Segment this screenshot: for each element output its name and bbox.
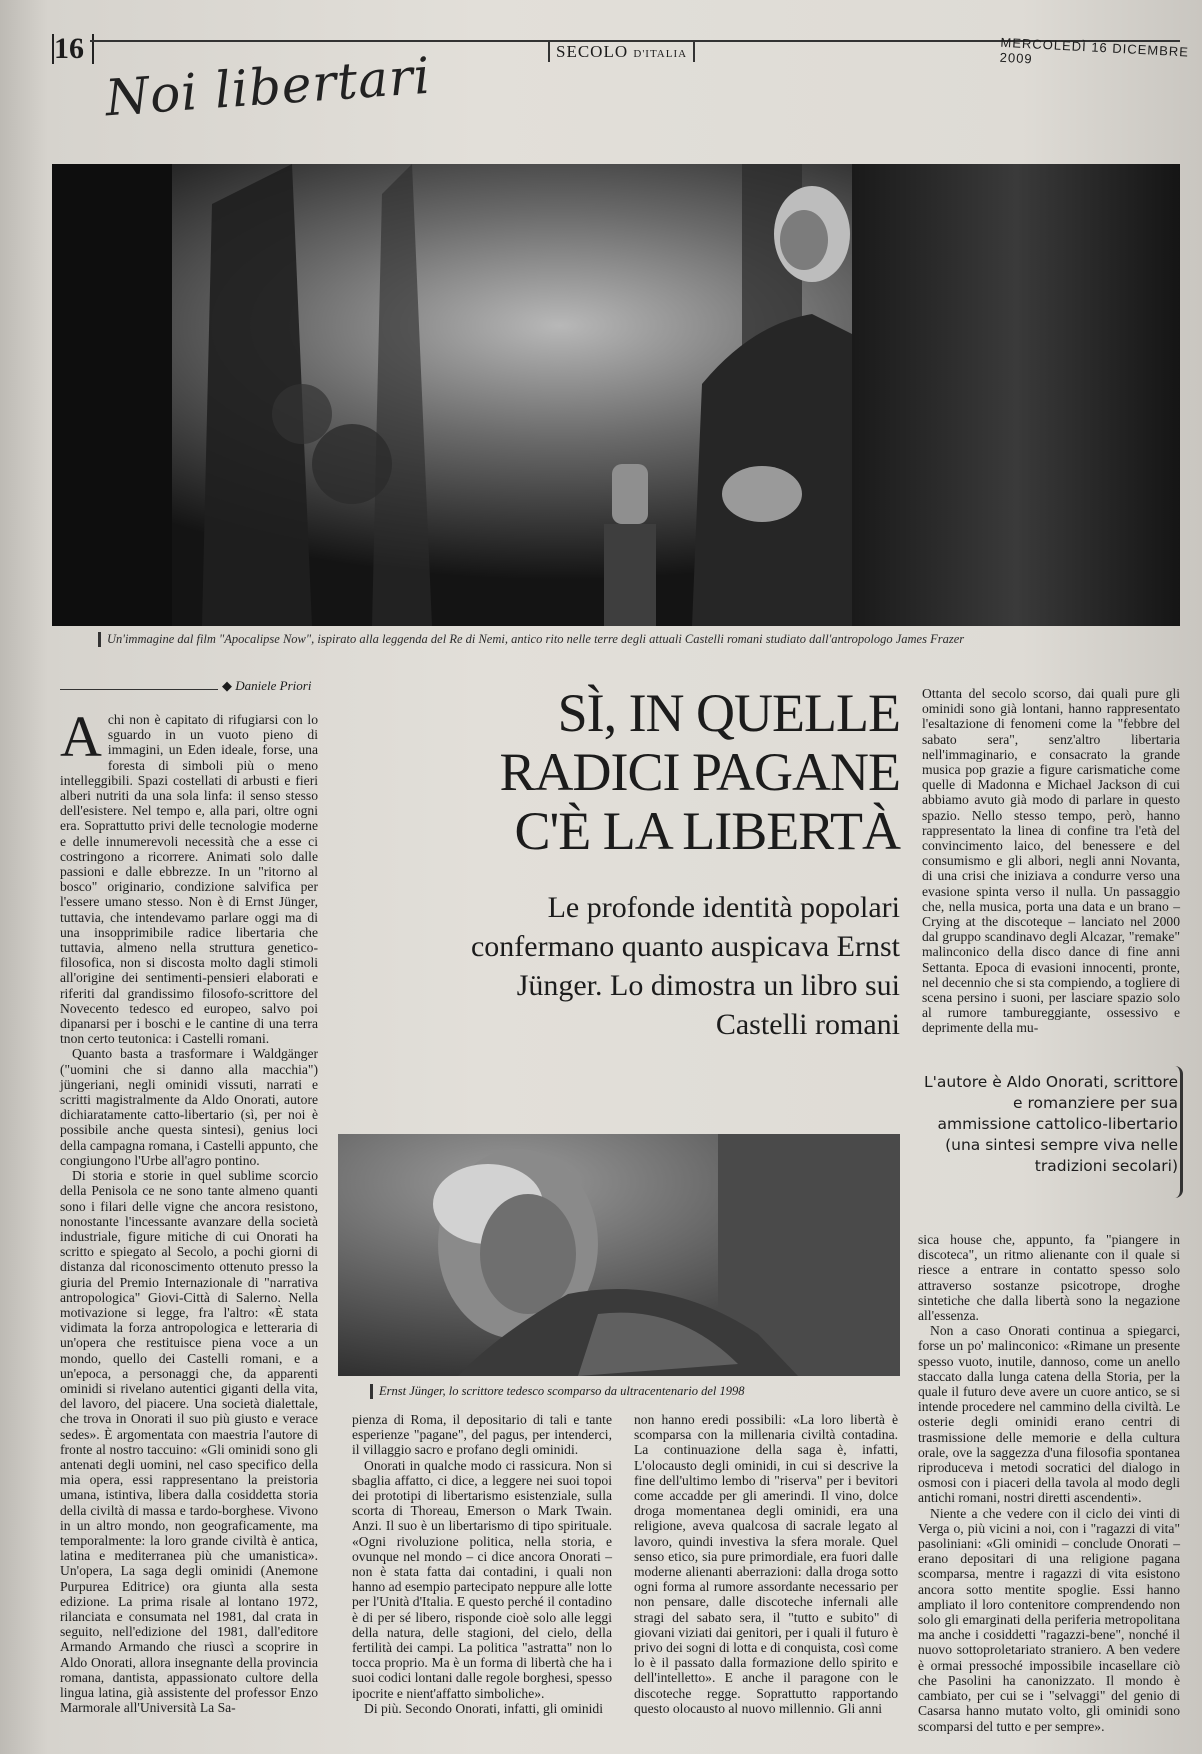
photo-caption: Un'immagine dal film "Apocalipse Now", ispirato alla leggenda del Re di Nemi, antico rito nelle terre degli attuali Castelli romani studiato dall'antropologo James Frazer xyxy=(98,632,964,647)
portrait-photo xyxy=(338,1134,900,1376)
paragraph: Non a caso Onorati continua a spiegarci, forse un po' malinconico: «Rimane un presente spesso vuoto, inutile, dannoso, come un anello staccato dalla lunga catena della Storia, per la quale il futuro deve avere un cuore antico, se si intende procedere nel cammino della civiltà. Le osterie degli ominidi erano centri di trasmissione delle memorie e della cultura orale, ove la saggezza d'una filosofia spontanea riproduceva i metodi socratici del dialogo in osmosi con i piaceri della tavola al modo degli antichi romani, nostri diretti ascendenti». xyxy=(918,1323,1180,1506)
diamond-icon: ◆ xyxy=(222,678,236,693)
byline-author: Daniele Priori xyxy=(235,678,312,693)
paragraph: Di storia e storie in quel sublime scorcio della Penisola ce ne sono tante almeno quanti sono i filari delle vigne che ancora resistono, nonostante l'incessante avanzare della società industriale, figure mitiche di cui Onorati ha scritto e spiegato al Secolo, a pochi giorni di distanza dal riconoscimento ottenuto presso la giuria del Premio Internazionale di "narrativa antropologica" Giovi-Città di Salerno. Nella motivazione si legge, fra l'altro: «È stata vidimata la forza antropologica e letteraria di un'opera che restituisce piena voce a un mondo, quello dei Castelli romani, e a un'epoca, a personaggi che, da apparenti ominidi si rivelano autentici giganti della vita, del lavoro, del piacere. Una società dialettale, che trova in Onorati il suo più giusto e verace sedes». È argomentata con maestria l'autore di fronte al nostro taccuino: «Gli ominidi sono gli antenati degli uomini, nel caso specifico della mia opera, essi rappresentano la preistoria umana, istintiva, libera dalla cosiddetta storia della civiltà di massa e tardo-borghese. Vivono in un altro mondo, non geograficamente, ma temporalmente: la loro grande civiltà è antica, latina e mediterranea più che umanistica». Un'opera, La saga degli ominidi (Anemone Purpurea Editrice) ora giunta alla sesta edizione. La prima risale al lontano 1972, rilanciata e consumata nel 1981, dal crata in seguito, nell'edizione del 1981, dall'editore Armando Armando che riuscì a scoprire in Aldo Onorati, allora insegnante della provincia romana, dantista, appassionato cultore della lingua latina, già assistente del professor Enzo Marmorale all'Università La Sa- xyxy=(60,1168,318,1716)
main-photo xyxy=(52,164,1180,626)
paragraph: non hanno eredi possibili: «La loro libertà è scomparsa con la millenaria civiltà contadina. La continuazione della saga è, infatti, L'olocausto degli ominidi, in cui si descrive la fine dell'ultimo lembo di "riserva" per i bevitori come accadde per gli amerindi. Il vino, dolce droga momentanea degli ominidi, era una religione, aveva qualcosa di sacrale legato al lavoro, quindi investiva la sfera morale. Quel senso etico, sia pure primordiale, era fuori dalle moderne alienanti aberrazioni: dalla droga sotto ogni forma al rumore assordante necessario per non pensare, dalle discoteche infernali alle stragi del sabato sera, il "tutto e subito" di giovani viziati dai genitori, per i quali il futuro è privo dei sogni di lotta e di conquista, così come lo è il passato dalla formazione dello spirito e dell'intelletto». E anche il paragone con le discoteche regge. Soprattutto rapportando questo olocausto al nuovo millennio. Gli anni xyxy=(634,1412,898,1716)
byline-rule xyxy=(60,689,218,690)
paragraph: Ottanta del secolo scorso, dai quali pure gli ominidi sono già lontani, hanno rappresentato l'esaltazione di fenomeni come la "febbre del sabato sera", senz'altro libertaria nell'immaginario, e consacrato la grande musica pop grazie a figure carismatiche come quelle di Madonna e Michael Jackson di cui abbiamo avuto già modo di parlare in questo spazio. Nello stesso tempo, però, hanno rappresentato la linea di confine tra l'età del convincimento laico, del benessere e del consumismo e gli albori, negli anni Novanta, di una crisi che iniziava a condurre verso una evasione spinta verso il nulla. Un passaggio che, nella musica, porta una data e un brano – Crying at the discoteque – lanciato nel 2000 dal gruppo scandinavo degli Alcazar, "remake" malinconico della disco dance di fine anni Settanta. Epoca di evasioni innocenti, pronte, nel decennio che si sta compiendo, a togliere di scena persino i suoni, per lasciare spazio solo al rumore tambureggiante, ossessivo e deprimente della mu- xyxy=(922,686,1180,1036)
paragraph: Niente a che vedere con il ciclo dei vinti di Verga o, più vicini a noi, con i "ragazzi di vita" pasoliniani: «Gli ominidi – conclude Onorati – erano depositari di una religione pagana scomparsa, mentre i ragazzi di vita esistono ancora sotto mentite spoglie. Essi hanno ampliato il loro contenitore comprendendo non solo gli emarginati della periferia metropolitana ma anche i cosiddetti "ragazzi-bene", nonché il nuovo sottoproletariato straniero. A ben vedere è ormai pressoché impossibile incasellare ciò che Pasolini ha canonizzato. Il mondo è cambiato, per cui se i "selvaggi" del genio di Casarsa hanno mutato volto, gli ominidi sono scomparsi del tutto e per sempre». xyxy=(918,1505,1180,1734)
drop-cap: A xyxy=(60,704,102,769)
article-column-2b xyxy=(634,1412,898,1716)
paragraph: Quanto basta a trasformare i Waldgänger ("uomini che si danno alla macchia") jüngeriani, negli ominidi vissuti, narrati e scritti magistralmente da Aldo Onorati, autore dichiaratamente catto-libertario (sì, per noi è possibile anche questa sintesi), genius loci della campagna romana, i Castelli appunto, che congiungono l'Urbe all'agro pontino. xyxy=(60,1046,318,1168)
masthead xyxy=(548,42,695,62)
section-title: Noi libertari xyxy=(103,46,433,128)
subheadline: Le profonde identità popolari confermano quanto auspicava Ernst Jünger. Lo dimostra un libro sui Castelli romani xyxy=(470,891,900,1041)
paragraph: sica house che, appunto, fa "piangere in discoteca", un ritmo alienante con il quale si riesce a entrare in contatto spesso solo attraverso sostanze psicotrope, droghe sintetiche che dalla libertà sono la negazione all'essenza. xyxy=(918,1232,1180,1324)
masthead-small: D'ITALIA xyxy=(633,48,688,60)
masthead-main: SECOLO xyxy=(556,42,629,61)
portrait-caption: Ernst Jünger, lo scrittore tedesco scomparso da ultracentenario del 1998 xyxy=(370,1384,744,1399)
paragraph: chi non è capitato di rifugiarsi con lo sguardo in un vuoto pieno di immagini, un Eden ideale, forse, una foresta di simboli più o meno intelleggibili. Spazi costellati di arbusti e fieri alberi nutriti da una sola linfa: il senso stesso dell'esistere. Nel tempo e, alla pari, oltre ogni era. Soprattutto privi delle tecnologie moderne e delle innumerevoli necessità che a esse ci costringono a ricorrere. Animati solo dalle passioni e dalle ebbrezze. In un "ritorno al bosco" originario, condizione salvifica per l'essere umano stesso. Non è di Ernst Jünger, tuttavia, che intendevamo parlare oggi ma di una insopprimibile radice libertaria che tuttavia, almeno nella struttura genetico-filosofica, non si discosta molto dagli stimoli all'origine dei sentimenti-pensieri elaborati e riferiti dal grandissimo filosofo-scrittore del Novecento tedesco ed europeo, salvo poi dipanarsi per i boschi e le cantine di una terra tnon certo teutonica: i Castelli romani. xyxy=(60,712,318,1047)
issue-date: MERCOLEDÌ 16 DICEMBRE 2009 xyxy=(999,34,1190,67)
article-column-3 xyxy=(922,686,1180,1036)
headline: SÌ, IN QUELLE RADICI PAGANE C'È LA LIBERTÀ xyxy=(499,683,900,861)
paragraph: pienza di Roma, il depositario di tali e tante esperienze "pagane", del pagus, per intenderci, il villaggio sacro e profano degli ominidi. xyxy=(352,1412,612,1458)
paragraph: Onorati in qualche modo ci rassicura. Non si sbaglia affatto, ci dice, a leggere nei suoi topoi dei prototipi di libertarismo esistenziale, sulla scorta di Thoreau, Emerson o Mark Twain. Anzi. Il suo è un libertarismo di tipo spirituale. «Ogni rivoluzione politica, nella storia, e ovunque nel mondo – ci dice ancora Onorati – non è stata fatta dai contadini, i quali non hanno ad esempio partecipato neppure alle lotte per l'Unità d'Italia. E questo perché il contadino è di per sé libero, risponde cioè solo alle leggi della natura, delle stagioni, del cielo, della fertilità dei campi. La politica "astratta" non lo tocca proprio. Ma è un forma di libertà che ha i suoi codici lontani dalle regole borghesi, spesso ipocrite e nient'affatto simboliche». xyxy=(352,1457,612,1701)
byline xyxy=(222,678,311,694)
pullquote: L'autore è Aldo Onorati, scrittore e romanziere per sua ammissione cattolico-libertario (una sintesi sempre viva nelle tradizioni secolari) xyxy=(924,1073,1178,1175)
article-column-2a xyxy=(352,1412,612,1716)
article-column-3b xyxy=(918,1232,1180,1734)
page-number: 16 xyxy=(54,32,84,65)
paragraph: Di più. Secondo Onorati, infatti, gli ominidi xyxy=(364,1700,603,1716)
article-column-1 xyxy=(60,704,318,1716)
